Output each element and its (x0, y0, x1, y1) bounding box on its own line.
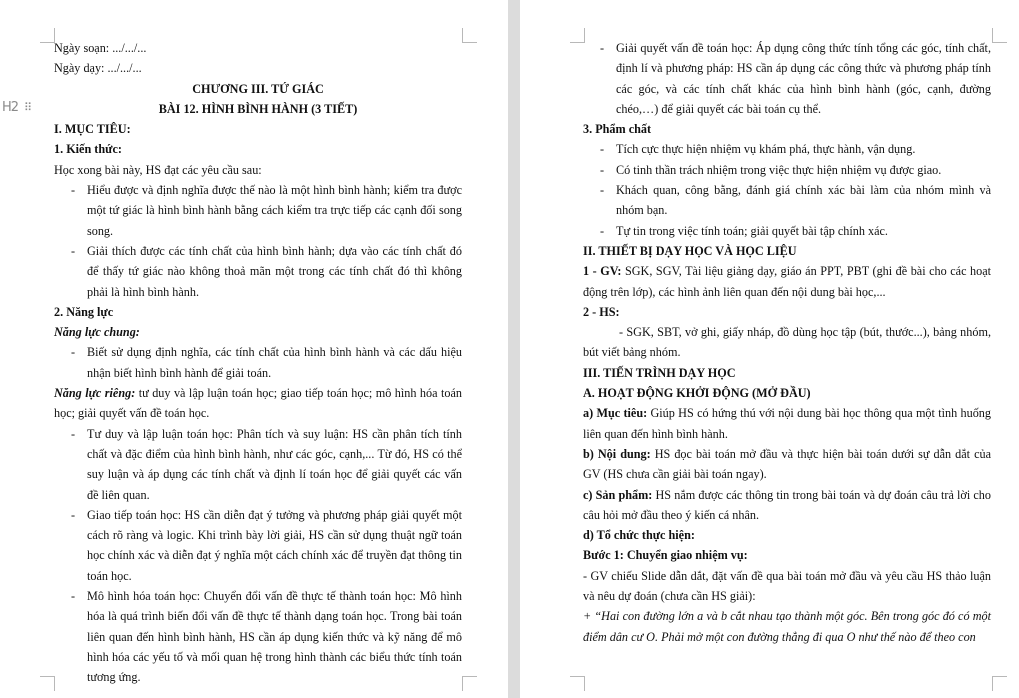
document-page-right (520, 0, 1019, 698)
product-paragraph (583, 485, 991, 526)
quality-item: - Khách quan, công bằng, đánh giá chính xác bài làm của nhóm mình và nhóm bạn. (583, 180, 991, 221)
activity-heading: A. HOẠT ĐỘNG KHỞI ĐỘNG (MỞ ĐẦU) (583, 386, 811, 401)
crop-mark (570, 676, 585, 691)
quality-item: - Tích cực thực hiện nhiệm vụ khám phá, thực hành, vận dụng. (583, 139, 991, 159)
qualities-heading: 3. Phẩm chất (583, 122, 652, 137)
crop-mark (992, 28, 1007, 43)
document-page-left (0, 0, 508, 698)
organization-heading: d) Tổ chức thực hiện: (583, 528, 695, 543)
content-text: HS đọc bài toán mở đầu và thực hiện bài toán dưới sự dẫn dắt của GV (HS chưa cần giải bài toán ngay). (583, 446, 991, 482)
quality-item: - Tự tin trong việc tính toán; giải quyết bài tập chính xác. (583, 221, 991, 241)
problem-quote: + “Hai con đường lớn a và b cắt nhau tạo thành một góc. Bên trong góc đó có một điểm dân cư O. Phải mở một con đường thẳng đi qua O như thế nào để theo con (583, 609, 991, 644)
general-competence-label: Năng lực chung: (54, 325, 140, 340)
crop-mark (40, 28, 55, 43)
step1-heading: Bước 1: Chuyển giao nhiệm vụ: (583, 548, 748, 563)
knowledge-intro: Học xong bài này, HS đạt các yêu cầu sau: (54, 162, 262, 177)
specific-competence-label: Năng lực riêng: (54, 386, 136, 401)
crop-mark (40, 676, 55, 691)
product-text: HS nắm được các thông tin trong bài toán và dự đoán câu trả lời cho câu hỏi mở đầu theo ý kiến cá nhân. (583, 487, 991, 522)
drag-handle-icon[interactable]: ⠿ (24, 101, 34, 114)
date-taught: Ngày dạy: .../.../... (54, 61, 142, 76)
crop-mark (462, 676, 477, 691)
process-heading: III. TIẾN TRÌNH DẠY HỌC (583, 365, 736, 380)
page-gap (508, 0, 520, 698)
content-label: b) Nội dung: (583, 446, 651, 461)
specific-competence-text: tư duy và lập luận toán học; giao tiếp toán học; mô hình hóa toán học; giải quyết vấn đề toán học. (54, 386, 462, 421)
crop-mark (462, 28, 477, 43)
crop-mark (992, 676, 1007, 691)
specific-competence-item: - Tư duy và lập luận toán học: Phân tích và suy luận: HS cần phân tích tính chất và đặc điểm của hình bình hành, như các góc, cạnh,... Từ đó, HS có thể suy luận và áp dụng các tính chất và định lí toán học để giải quyết các vấn đề liên quan. (54, 424, 462, 505)
specific-competence-item: - Giao tiếp toán học: HS cần diễn đạt ý tưởng và phương pháp giải quyết một cách rõ ràng và logic. Khi trình bày lời giải, HS cần sử dụng thuật ngữ toán học chính xác và diễn đạt ý nghĩa một cách chính xác để truyền đạt thông tin toán học. (54, 505, 462, 586)
goal-text: Giúp HS có hứng thú với nội dung bài học thông qua một tình huống liên quan đến hình bình hành. (583, 406, 991, 441)
general-competence-item: - Biết sử dụng định nghĩa, các tính chất của hình bình hành và các dấu hiệu nhận biết hình bình hành để giải toán. (54, 342, 462, 383)
section-objectives-heading: I. MỤC TIÊU: (54, 122, 131, 137)
hs-label: 2 - HS: (583, 304, 620, 319)
left-page-content (54, 38, 462, 688)
goal-paragraph (583, 403, 991, 444)
knowledge-item: - Giải thích được các tính chất của hình bình hành; dựa vào các tính chất đó để thấy tứ giác nào không thoả mãn một trong các tính chất đó thì không phải là hình bình hành. (54, 241, 462, 302)
right-page-content (583, 38, 991, 647)
quality-item: - Có tinh thần trách nhiệm trong việc thực hiện nhiệm vụ được giao. (583, 160, 991, 180)
gv-text: SGK, SGV, Tài liệu giảng dạy, giáo án PPT, PBT (ghi đề bài cho các hoạt động trên lớp), các hình ảnh liên quan đến nội dung bài học,... (583, 264, 991, 299)
chapter-title: CHƯƠNG III. TỨ GIÁC (192, 81, 324, 96)
gv-label: 1 - GV: (583, 264, 622, 279)
heading-level-marker[interactable] (2, 101, 33, 115)
content-paragraph (583, 444, 991, 485)
goal-label: a) Mục tiêu: (583, 406, 648, 421)
specific-competence-item: - Mô hình hóa toán học: Chuyển đổi vấn đề thực tế thành toán học: Mô hình hóa là quá trình biến đổi vấn đề thực tế thành dạng toán học. Trong bài toán liên quan đến hình bình hành, HS cần áp dụng kiến thức và kỹ năng để mô hình hóa các yếu tố và mối quan hệ trong hình thành các biểu thức tính toán tương ứng. (54, 586, 462, 687)
product-label: c) Sản phẩm: (583, 487, 653, 502)
knowledge-item: - Hiểu được và định nghĩa được thế nào là một hình bình hành; kiểm tra được một tứ giác là hình bình hành bằng cách kiểm tra trực tiếp các cạnh đối song song. (54, 180, 462, 241)
knowledge-heading: 1. Kiến thức: (54, 142, 122, 157)
lesson-title: BÀI 12. HÌNH BÌNH HÀNH (3 TIẾT) (158, 101, 358, 116)
date-prepared: Ngày soạn: .../.../... (54, 41, 147, 55)
competence-heading: 2. Năng lực (54, 304, 114, 319)
problem-solving-item: - Giải quyết vấn đề toán học: Áp dụng công thức tính tổng các góc, tính chất, định lí và phương pháp: HS cần áp dụng các công thức và phương pháp tính các góc, và các tính chất khác của hình bình hành (góc, cạnh, đường chéo,…) để giải quyết các bài toán cụ thể. (583, 38, 991, 119)
hs-text: - SGK, SBT, vở ghi, giấy nháp, đồ dùng học tập (bút, thước...), bảng nhóm, bút viết bảng nhóm. (583, 325, 991, 360)
step1-text: - GV chiếu Slide dẫn dắt, đặt vấn đề qua bài toán mở đầu và yêu cầu HS thảo luận và nêu dự đoán (chưa cần HS giải): (583, 568, 991, 604)
gv-paragraph (583, 261, 991, 302)
specific-competence-paragraph (54, 383, 462, 424)
equipment-heading: II. THIẾT BỊ DẠY HỌC VÀ HỌC LIỆU (583, 243, 797, 258)
heading-level-label: H2 (2, 100, 19, 115)
